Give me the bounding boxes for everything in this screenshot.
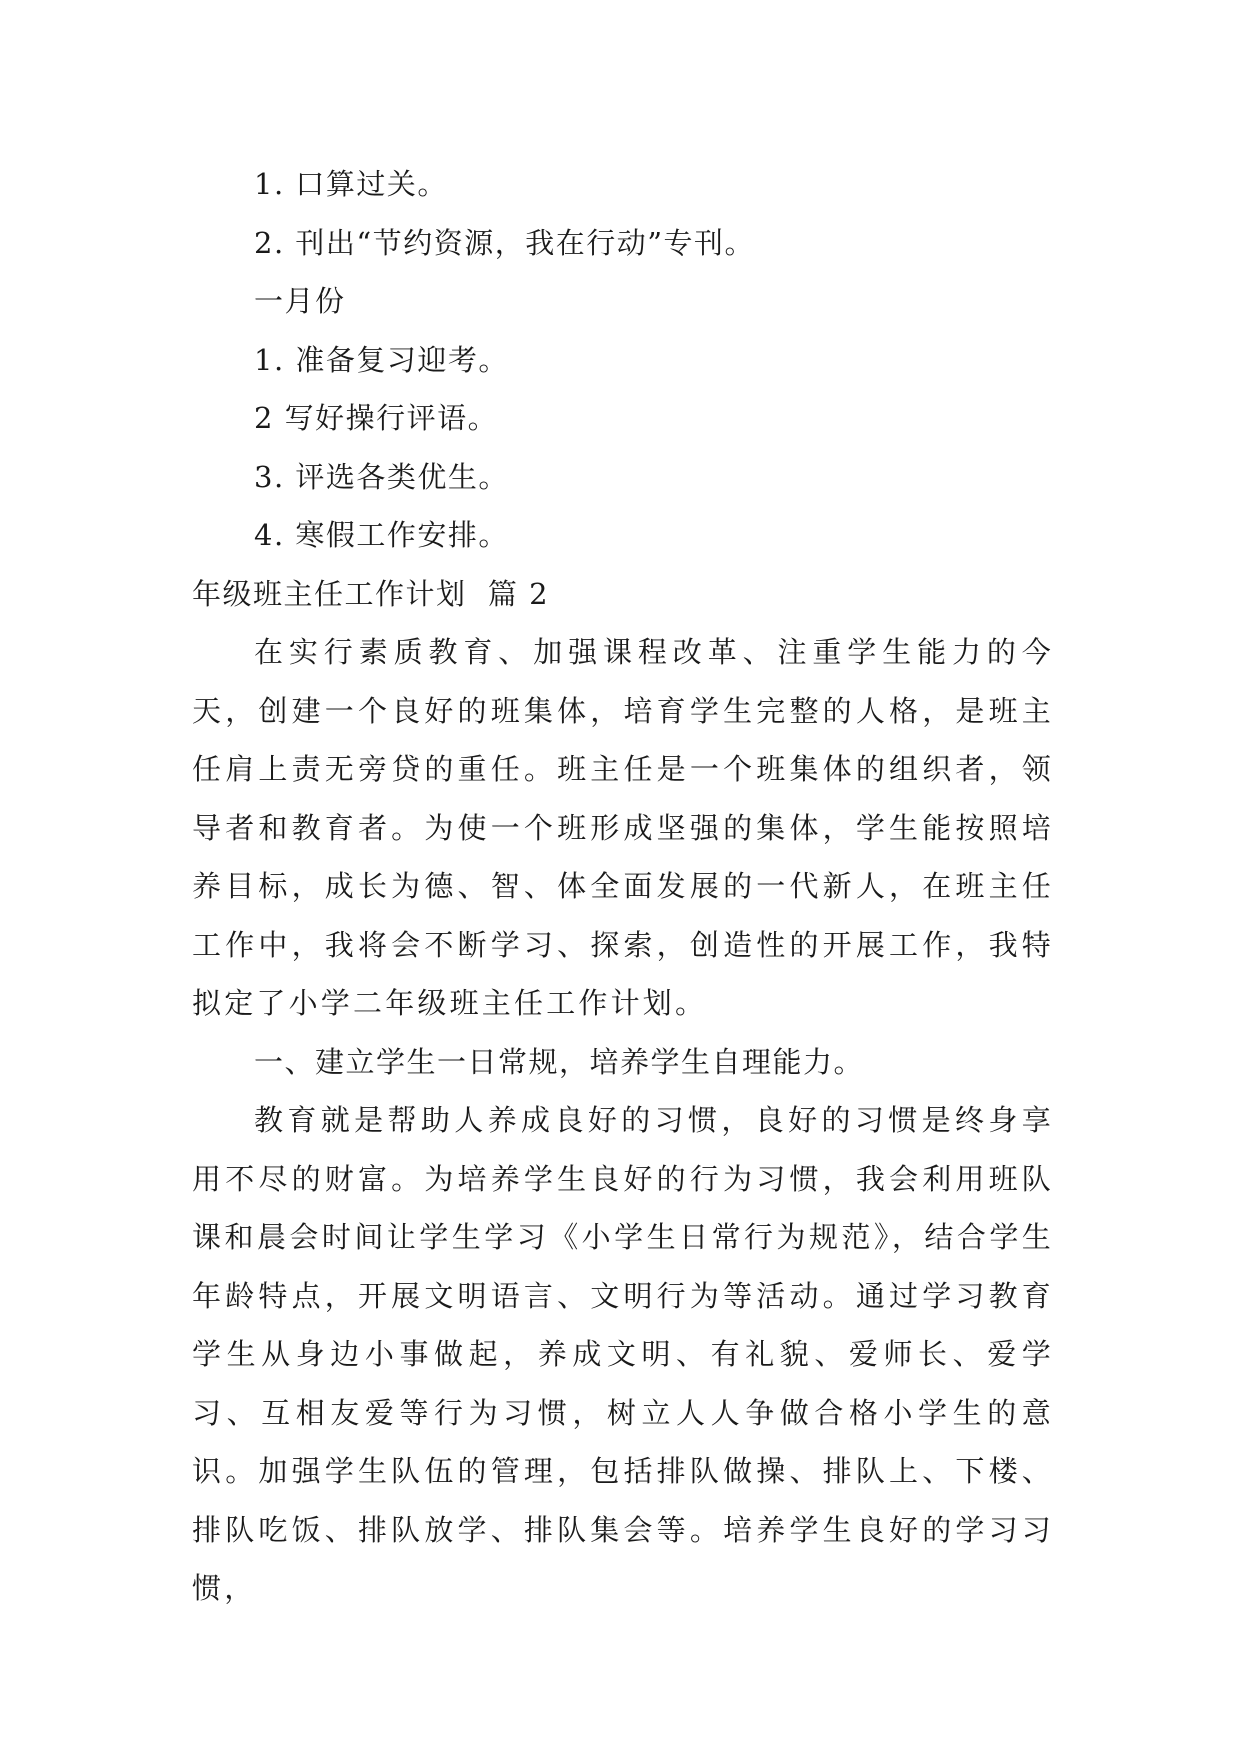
list-item: 4. 寒假工作安排。 xyxy=(254,518,509,552)
section-title: 年级班主任工作计划 篇 2 xyxy=(192,576,550,611)
list-item: 3. 评选各类优生。 xyxy=(254,459,509,494)
month-heading: 一月份 xyxy=(254,284,346,318)
list-item: 1. 准备复习迎考。 xyxy=(254,342,509,377)
list-item: 2. 刊出“节约资源，我在行动”专刊。 xyxy=(254,225,756,260)
list-item: 2 写好操行评语。 xyxy=(254,401,499,435)
subheading: 一、建立学生一日常规，培养学生自理能力。 xyxy=(254,1044,865,1079)
intro-paragraph: 在实行素质教育、加强课程改革、注重学生能力的今天，创建一个良好的班集体，培育学生完整的人格，是班主任肩上责无旁贷的重任。班主任是一个班集体的组织者，领导者和教育者。为使一个班形成坚强的集体，学生能按照培养目标，成长为德、智、体全面发展的一代新人，在班主任工作中，我将会不断学习、探索，创造性的开展工作，我特拟定了小学二年级班主任工作计划。 xyxy=(192,635,1054,1020)
document-content xyxy=(192,155,1054,1618)
body-paragraph: 教育就是帮助人养成良好的习惯，良好的习惯是终身享用不尽的财富。为培养学生良好的行为习惯，我会利用班队课和晨会时间让学生学习《小学生日常行为规范》，结合学生年龄特点，开展文明语言、文明行为等活动。通过学习教育学生从身边小事做起，养成文明、有礼貌、爱师长、爱学习、互相友爱等行为习惯，树立人人争做合格小学生的意识。加强学生队伍的管理，包括排队做操、排队上、下楼、排队吃饭、排队放学、排队集会等。培养学生良好的学习习惯， xyxy=(192,1103,1054,1605)
list-item: 1. 口算过关。 xyxy=(254,167,448,201)
